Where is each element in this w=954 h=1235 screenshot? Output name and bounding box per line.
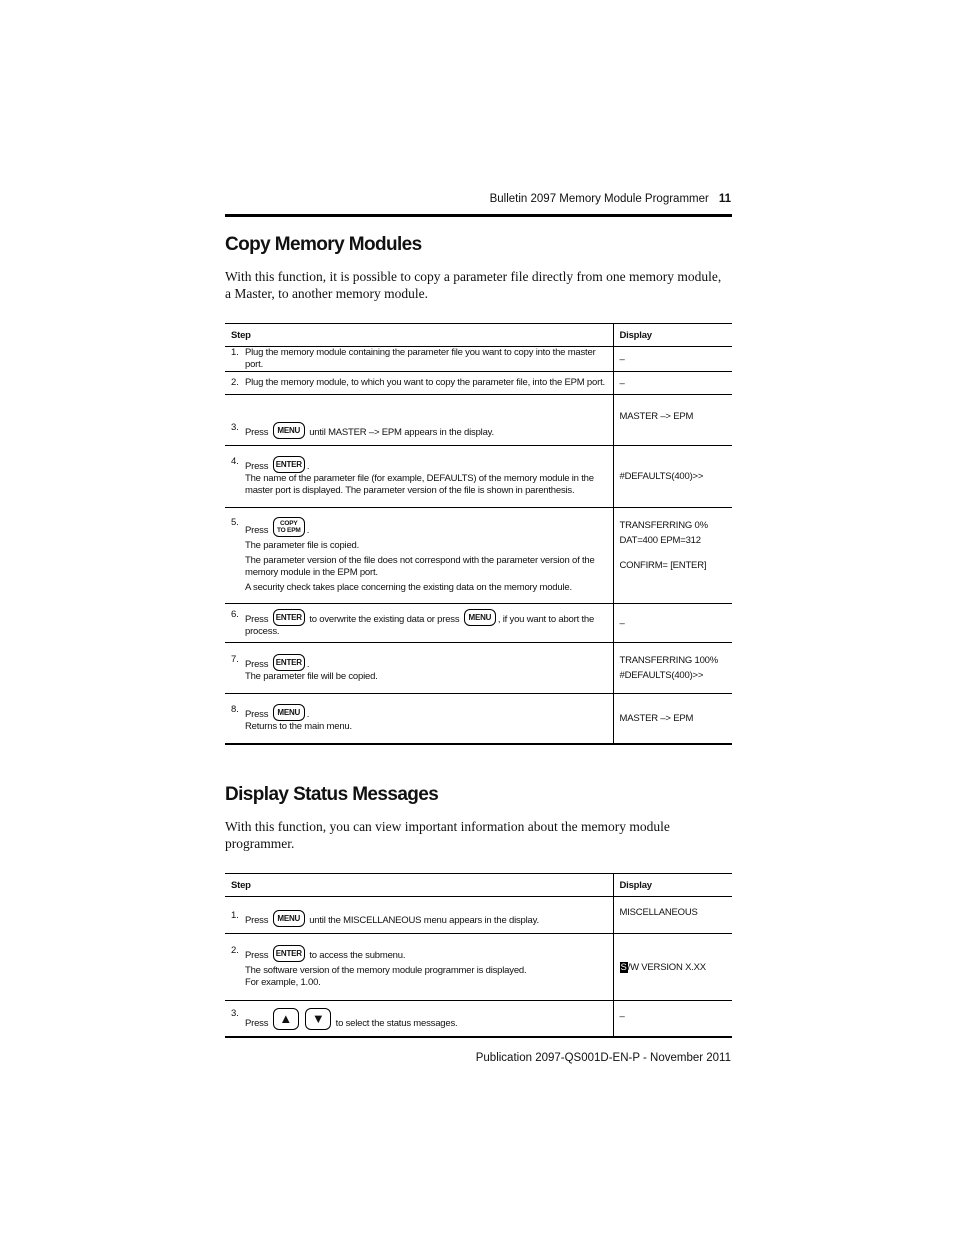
display-line: #DEFAULTS(400)>> <box>619 670 704 681</box>
menu-key: MENU <box>273 704 305 721</box>
header-title: Bulletin 2097 Memory Module Programmer <box>489 193 709 205</box>
display-value: #DEFAULTS(400)>> <box>613 446 732 508</box>
step-note: A security check takes place concerning the existing data on the memory module. <box>245 582 572 593</box>
step-number: 3. <box>231 1007 239 1019</box>
step-number: 7. <box>231 653 239 665</box>
step-number: 3. <box>231 422 239 433</box>
press-label: Press <box>245 658 269 670</box>
display-line: CONFIRM= [ENTER] <box>619 560 707 571</box>
display-cursor: S <box>620 961 627 973</box>
col-step: Step <box>225 874 613 897</box>
step-note: The parameter file is copied. <box>245 540 360 551</box>
step-note: The parameter file will be copied. <box>245 670 378 682</box>
display-value: MISCELLANEOUS <box>613 897 732 934</box>
step-note: The software version of the memory module programmer is displayed. <box>245 965 527 976</box>
menu-key: MENU <box>273 422 305 439</box>
table-row <box>225 1001 732 1037</box>
press-label: Press <box>245 613 269 625</box>
press-label: Press <box>245 461 269 472</box>
header-rule <box>225 214 732 217</box>
col-display: Display <box>613 874 732 897</box>
table-header-row <box>225 874 732 897</box>
display-line: DAT=400 EPM=312 <box>619 535 701 546</box>
step-text: to overwrite the existing data or press <box>309 613 460 625</box>
table-row <box>225 508 732 604</box>
press-label: Press <box>245 525 269 536</box>
enter-key: ENTER <box>273 945 305 962</box>
copy-steps-table <box>225 323 732 745</box>
step-number: 4. <box>231 456 239 467</box>
step-number: 1. <box>231 347 239 358</box>
section-intro-status: With this function, you can view important information about the memory module programmer. <box>225 819 670 851</box>
table-row <box>225 395 732 446</box>
menu-key: MENU <box>464 609 496 626</box>
display-line: TRANSFERRING 0% <box>619 520 708 531</box>
step-text: to select the status messages. <box>335 1017 458 1029</box>
step-text: , if you want to abort the process. <box>245 613 595 637</box>
press-label: Press <box>245 427 269 438</box>
step-note: The parameter version of the file does not correspond with the parameter version of the memory module in the EPM port. <box>245 555 595 578</box>
punct: . <box>306 525 310 536</box>
table-row <box>225 694 732 744</box>
press-label: Press <box>245 950 269 961</box>
step-number: 2. <box>231 377 239 388</box>
step-text: Plug the memory module containing the parameter file you want to copy into the master port. <box>245 347 596 370</box>
punct: . <box>306 658 310 670</box>
key-line2: TO EPM <box>276 527 301 534</box>
display-value: /W VERSION X.XX <box>627 961 706 973</box>
table-row <box>225 934 732 1001</box>
enter-key: ENTER <box>273 609 305 626</box>
table-row <box>225 643 732 694</box>
display-value: MASTER –> EPM <box>613 395 732 446</box>
punct: . <box>306 461 310 472</box>
page-number: 11 <box>718 193 731 205</box>
step-number: 6. <box>231 608 239 620</box>
col-display: Display <box>613 324 732 347</box>
down-arrow-key-icon: ▼ <box>305 1008 331 1030</box>
enter-key: ENTER <box>273 456 305 473</box>
up-arrow-key-icon: ▲ <box>273 1008 299 1030</box>
step-text: to access the submenu. <box>309 950 406 961</box>
table-row <box>225 604 732 643</box>
press-label: Press <box>245 1017 269 1029</box>
menu-key: MENU <box>273 910 305 927</box>
table-row <box>225 897 732 934</box>
enter-key: ENTER <box>273 654 305 671</box>
step-number: 2. <box>231 945 239 956</box>
table-row <box>225 372 732 395</box>
step-number: 8. <box>231 703 239 715</box>
section-title-copy: Copy Memory Modules <box>225 234 422 255</box>
punct: . <box>306 708 310 720</box>
display-value: – <box>613 604 732 643</box>
display-value: – <box>613 372 732 395</box>
col-step: Step <box>225 324 613 347</box>
copy-to-epm-key <box>273 517 305 537</box>
section-intro-copy: With this function, it is possible to copy a parameter file directly from one memory module, a Master, to another memory module. <box>225 269 722 301</box>
status-steps-table <box>225 873 732 1038</box>
table-row <box>225 347 732 372</box>
display-value: MASTER –> EPM <box>613 694 732 744</box>
section-title-status: Display Status Messages <box>225 784 439 805</box>
step-number: 5. <box>231 517 239 528</box>
step-number: 1. <box>231 910 239 921</box>
table-header-row <box>225 324 732 347</box>
step-text: until the MISCELLANEOUS menu appears in the display. <box>309 915 539 926</box>
press-label: Press <box>245 708 269 720</box>
step-text: until MASTER –> EPM appears in the display. <box>309 427 494 438</box>
step-note: Returns to the main menu. <box>245 720 352 732</box>
press-label: Press <box>245 915 269 926</box>
display-line: TRANSFERRING 100% <box>619 655 718 666</box>
footer-publication: Publication 2097-QS001D-EN-P - November 2011 <box>475 1052 731 1064</box>
step-note: The name of the parameter file (for example, DEFAULTS) of the memory module in the master port is displayed. The parameter version of the file is shown in parenthesis. <box>245 473 594 496</box>
running-header <box>226 193 731 205</box>
display-value: – <box>613 347 732 372</box>
table-row <box>225 446 732 508</box>
display-value: – <box>613 1001 732 1037</box>
step-note: For example, 1.00. <box>245 977 321 988</box>
step-text: Plug the memory module, to which you want to copy the parameter file, into the EPM port. <box>245 377 605 388</box>
key-line1: COPY <box>279 520 298 527</box>
